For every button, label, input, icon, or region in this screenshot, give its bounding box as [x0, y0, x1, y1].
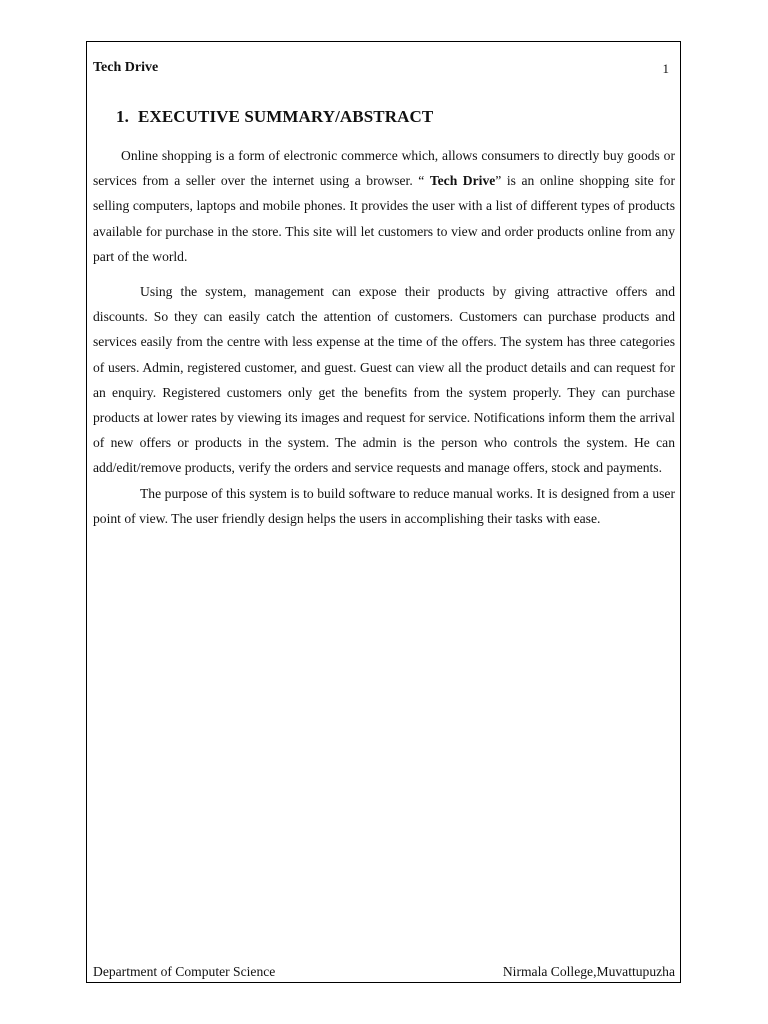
paragraph-system: Using the system, management can expose their products by giving attractive offers and discounts. So they can easily catch the attention of customers. Customers can purchase products and services easily from the centre with less expense at the time of the offers. The system has three categories of users. Admin, registered customer, and guest. Guest can view all the product details and can request for an enquiry. Registered customers only get the benefits from the system properly. They can purchase products at lower rates by viewing its images and request for service. Notifications inform them the arrival of new offers or products in the system. The admin is the person who controls the system. He can add/edit/remove products, verify the orders and service requests and manage offers, stock and payments. — [93, 284, 675, 476]
section-number: 1. — [116, 107, 129, 126]
paragraph-purpose: The purpose of this system is to build software to reduce manual works. It is designed from a user point of view. The user friendly design helps the users in accomplishing their tasks with ease. — [93, 485, 675, 526]
header-title: Tech Drive — [93, 60, 159, 75]
section-heading — [116, 106, 433, 128]
paragraph-intro — [93, 143, 675, 269]
footer-department: Department of Computer Science — [93, 964, 276, 979]
product-name-bold: Tech Drive — [429, 173, 496, 189]
section-title: EXECUTIVE SUMMARY/ABSTRACT — [138, 107, 434, 126]
document-body — [93, 143, 675, 531]
paragraph-intro-end: ” is an online shopping site for selling computers, laptops and mobile phones. It provides the user with a list of different types of products available for purchase in the store. This site will let customers to view and order products online from any part of the world. — [93, 173, 675, 264]
paragraph-intro-start: Online shopping is a form of electronic commerce which, allows consumers to directly buy goods or services from a seller over the internet using a browser. “ — [93, 148, 675, 189]
page-number: 1 — [662, 61, 669, 76]
footer-college: Nirmala College,Muvattupuzha — [502, 964, 675, 979]
